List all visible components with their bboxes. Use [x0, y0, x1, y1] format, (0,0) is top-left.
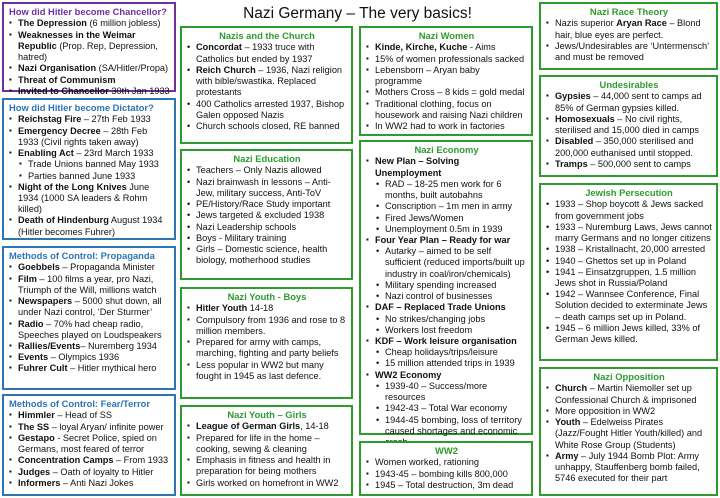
- sub-list-item: ▪ Trade Unions banned May 1933: [9, 159, 170, 170]
- item-bold-text: Informers: [18, 477, 61, 488]
- item-text: More opposition in WW2: [555, 405, 656, 416]
- item-bold-text: Newspapers: [18, 296, 73, 307]
- list-item: [366, 42, 527, 53]
- opposition-heading: Nazi Opposition: [593, 371, 665, 382]
- propaganda-box: [2, 246, 176, 390]
- youth-girls-heading: Nazi Youth – Girls: [227, 409, 307, 420]
- list-item: [187, 455, 347, 477]
- list-item: • Teachers – Only Nazis allowed: [187, 165, 347, 176]
- list-item: [9, 86, 170, 97]
- list-item: [187, 337, 347, 359]
- item-text: Emphasis in fitness and health in preparation for being mothers: [196, 455, 331, 477]
- list-item: ▪ 1943-45 – bombing kills 800,000: [366, 469, 527, 480]
- economy-sublist: [366, 179, 527, 235]
- item-text: Traditional clothing, focus on housework and raising Nazi children: [375, 98, 523, 120]
- economy-section-title: [366, 370, 527, 381]
- economy-section: [366, 336, 527, 347]
- list-item: • 1938 – Kristallnacht, 20,000 arrested: [546, 244, 712, 255]
- item-bold-text: The SS: [18, 421, 50, 432]
- item-bold-text: Reich Church: [196, 64, 256, 75]
- item-bold-text: Radio: [18, 318, 44, 329]
- item-bold-text: Gestapo: [18, 432, 55, 443]
- undesirables-list: [546, 91, 712, 170]
- education-box: [180, 149, 353, 280]
- church-box: [180, 26, 353, 144]
- item-text: Girls worked on homefront in WW2: [196, 477, 339, 488]
- item-text: – Propaganda Minister: [59, 262, 155, 273]
- list-item: [9, 262, 170, 273]
- enabling-act-sublist: [9, 159, 170, 181]
- jewish-box: [539, 183, 718, 361]
- item-text: Church schools closed, RE banned: [196, 121, 340, 131]
- list-item: [546, 417, 712, 451]
- propaganda-list: [9, 262, 170, 374]
- item-bold-text: Homosexuals: [555, 113, 615, 124]
- list-item: [187, 421, 347, 432]
- item-text: – Blond hair, blue eyes are perfect.: [555, 18, 701, 40]
- sub-list-item: • Conscription – 1m men in army: [366, 201, 527, 212]
- list-item: [9, 215, 170, 237]
- item-text: – 350,000 sterilised and 200,000 euthanised until stopped.: [555, 136, 694, 158]
- list-item: [187, 121, 347, 132]
- sub-list-item: • 15 million attended trips in 1939: [366, 358, 527, 369]
- chancellor-heading: How did Hitler become Chancellor?: [9, 6, 167, 17]
- item-text: Lebensborn – Aryan baby programme: [375, 64, 480, 87]
- sub-list-item: • Fired Jews/Women: [366, 213, 527, 224]
- list-item: • Girls – Domestic science, health biology, motherhood studies: [187, 244, 347, 266]
- item-bold-text: New Plan – Solving Unemployment: [375, 156, 460, 178]
- list-item: [187, 99, 347, 121]
- item-text: June 1934 (1000 SA leaders & Rohm killed): [18, 181, 150, 215]
- economy-section-title: [366, 302, 527, 313]
- jewish-list: [546, 199, 712, 345]
- item-text: – 500,000 sent to camps: [587, 158, 691, 169]
- list-item: ▪ 1945 – Total destruction, 3m dead: [366, 480, 527, 491]
- item-text: – 44,000 sent to camps ad 85% of German gypsies killed.: [555, 91, 702, 113]
- list-item: [9, 63, 170, 74]
- list-item: [9, 126, 170, 148]
- economy-section-title: [366, 235, 527, 246]
- item-bold-text: DAF – Replaced Trade Unions: [375, 302, 506, 313]
- item-bold-text: Emergency Decree: [18, 125, 101, 136]
- item-text: – Oath of loyalty to Hitler: [50, 466, 154, 477]
- terror-heading: Methods of Control: Fear/Terror: [9, 398, 150, 409]
- item-bold-text: Gypsies: [555, 91, 591, 102]
- chancellor-list: [9, 18, 170, 97]
- ww2-heading: WW2: [435, 445, 458, 456]
- women-box: [359, 26, 533, 136]
- list-item: [9, 467, 170, 478]
- item-text: 15% of women professionals sacked: [375, 53, 525, 64]
- economy-sublist: [366, 246, 527, 302]
- church-list: [187, 42, 347, 132]
- item-bold-text: Threat of Communism: [18, 74, 116, 85]
- item-bold-text: Weaknesses in the Weimar Republic: [18, 29, 136, 51]
- sub-list-item: • Nazi control of businesses: [366, 291, 527, 302]
- item-bold-text: Concordat: [196, 42, 242, 53]
- list-item: • 1942 – Wannsee Conference, Final Solution decided to exterminate Jews – death camps set up in Poland.: [546, 289, 712, 323]
- terror-list: [9, 410, 170, 489]
- item-text: August 1934 (Hitler becomes Fuhrer): [18, 215, 163, 237]
- item-text: 30th Jan 1933: [108, 85, 170, 96]
- item-bold-text: Church: [555, 383, 588, 394]
- economy-body: [366, 156, 527, 448]
- economy-section: [366, 156, 527, 178]
- item-text: – Nuremberg 1934: [80, 341, 157, 351]
- list-item: [546, 114, 712, 136]
- item-text: – loyal Aryan/ infinite power: [49, 421, 164, 432]
- item-text: – 70% had cheap radio, Speeches played on Loudspeakers: [18, 318, 162, 340]
- list-item: [546, 383, 712, 405]
- chancellor-box: [2, 2, 176, 96]
- item-text: Mothers Cross – 8 kids = gold medal: [375, 87, 525, 98]
- dictator-heading: How did Hitler become Dictator?: [9, 102, 154, 113]
- ww2-list: [366, 457, 527, 491]
- item-bold-text: Rallies/Events: [18, 341, 81, 351]
- item-bold-text: The Depression: [18, 18, 87, 29]
- sub-list-item: • Cheap holidays/trips/leisure: [366, 347, 527, 358]
- economy-sublist: [366, 314, 527, 336]
- list-item: [187, 433, 347, 455]
- item-bold-text: Aryan Race: [616, 18, 667, 29]
- propaganda-heading: Methods of Control: Propaganda: [9, 250, 155, 261]
- list-item: [9, 18, 170, 29]
- list-item: [187, 303, 347, 314]
- list-item: • Nazi brainwash in lessons – Anti-Jew, military success, Anti-ToV: [187, 177, 347, 199]
- item-text: – 23rd March 1933: [73, 148, 154, 159]
- list-item: [9, 319, 170, 341]
- sub-list-item: • Unemployment 0.5m in 1939: [366, 224, 527, 235]
- item-bold-text: Concentration Camps: [18, 455, 114, 466]
- list-item: [9, 114, 170, 125]
- item-bold-text: Goebbels: [18, 262, 60, 273]
- list-item: [9, 75, 170, 86]
- item-text: – 27th Feb 1933: [81, 114, 151, 125]
- economy-sublist: [366, 347, 527, 369]
- youth-girls-list: [187, 421, 347, 488]
- item-bold-text: Enabling Act: [18, 148, 74, 159]
- list-item: • Boys - Military training: [187, 233, 347, 244]
- list-item: [546, 159, 712, 170]
- item-bold-text: KDF – Work leisure organisation: [375, 335, 517, 346]
- item-text: – No civil rights, sterilised and 15,000 died in camps: [555, 113, 700, 136]
- economy-section-title: [366, 156, 527, 178]
- page-title: Nazi Germany – The very basics!: [243, 5, 472, 22]
- item-text: - Aims: [467, 42, 496, 53]
- list-item: [9, 363, 170, 374]
- item-bold-text: Youth: [555, 417, 581, 428]
- education-heading: Nazi Education: [233, 153, 301, 164]
- list-item: [546, 41, 712, 63]
- item-bold-text: Four Year Plan – Ready for war: [375, 235, 511, 245]
- item-text: Prepared for army with camps, marching, fighting and party beliefs: [196, 337, 339, 359]
- item-bold-text: Disabled: [555, 136, 594, 147]
- list-item: • Nazi Leadership schools: [187, 222, 347, 233]
- economy-section-title: [366, 336, 527, 347]
- list-item: [366, 87, 527, 98]
- list-item: • 1941 – Einsatzgruppen, 1.5 million Jews shot in Russia/Poland: [546, 267, 712, 289]
- sub-list-item: • 1939-40 – Success/more resources: [366, 381, 527, 403]
- sub-list-item: • Workers lost freedom: [366, 325, 527, 336]
- list-item: [187, 65, 347, 99]
- item-bold-text: Night of the Long Knives: [18, 181, 127, 192]
- list-item: [9, 352, 170, 363]
- item-text: 400 Catholics arrested 1937, Bishop Galen opposed Nazis: [196, 98, 345, 120]
- item-text: (SA/Hitler/Propa): [96, 63, 169, 74]
- list-item: [366, 99, 527, 121]
- list-item: [187, 478, 347, 489]
- item-text: – 5000 shut down, all under Nazi control, ‘Der Sturmer’: [18, 296, 162, 318]
- item-bold-text: Fuhrer Cult: [18, 363, 68, 374]
- sub-list-item: • 1944-45 bombing, loss of territory caused shortages and economic: [366, 415, 527, 449]
- race-heading: Nazi Race Theory: [589, 6, 669, 17]
- item-text: Less popular in WW2 but many fought in 1945 as last defence.: [196, 359, 324, 381]
- sub-list-item: • Military spending increased: [366, 280, 527, 291]
- item-text: - Secret Police, spied on Germans, most feared of terror: [18, 432, 157, 455]
- item-bold-text: Film: [18, 273, 37, 284]
- economy-heading: Nazi Economy: [414, 144, 479, 155]
- list-item: [187, 315, 347, 337]
- list-item: ▪ Women worked, rationing: [366, 457, 527, 468]
- item-text: – Hitler mythical hero: [67, 363, 157, 374]
- list-item: [546, 406, 712, 417]
- list-item: [9, 148, 170, 159]
- list-item: [9, 433, 170, 455]
- jewish-heading: Jewish Persecution: [585, 187, 673, 198]
- item-text: In WW2 had to work in factories: [375, 121, 505, 131]
- list-item: [366, 65, 527, 87]
- item-text: – 1936, Nazi religion with bible/swastika. Replaced protestants: [196, 64, 343, 98]
- list-item: • 1945 – 6 million Jews killed, 33% of German Jews killed.: [546, 323, 712, 345]
- sub-list-item: • No strikes/changing jobs: [366, 314, 527, 325]
- item-text: , 14-18: [300, 421, 329, 432]
- list-item: • 1933 – Shop boycott & Jews sacked from government jobs: [546, 199, 712, 221]
- women-heading: Nazi Women: [418, 30, 475, 41]
- list-item: [9, 274, 170, 296]
- item-bold-text: Tramps: [555, 158, 588, 169]
- list-item: [9, 341, 170, 352]
- list-item: [366, 54, 527, 65]
- church-heading: Nazis and the Church: [219, 30, 315, 41]
- youth-boys-list: [187, 303, 347, 382]
- list-item: [366, 121, 527, 132]
- list-item: [546, 451, 712, 485]
- item-bold-text: Invited to Chancellor: [18, 85, 109, 96]
- item-bold-text: Army: [555, 450, 579, 461]
- item-bold-text: Hitler Youth: [196, 303, 248, 314]
- item-text: (6 million jobless): [86, 18, 161, 29]
- item-text: (Prop. Rep, Depression, hatred): [18, 40, 158, 63]
- list-item: [9, 422, 170, 433]
- opposition-box: [539, 367, 718, 496]
- dictator-box: [2, 98, 176, 240]
- list-item: • PE/History/Race Study important: [187, 199, 347, 210]
- item-text: 14-18: [247, 303, 274, 314]
- item-text: – 100 films a year, pro Nazi, Triumph of the Will, millions watch: [18, 273, 157, 295]
- economy-box: [359, 140, 533, 435]
- economy-section: [366, 235, 527, 246]
- sub-list-item: ▪ Parties banned June 1933: [9, 171, 170, 182]
- race-list: [546, 18, 712, 63]
- list-item: [546, 18, 712, 40]
- item-bold-text: Events: [18, 352, 49, 363]
- list-item: [9, 30, 170, 64]
- education-list: [187, 165, 347, 266]
- economy-section: [366, 302, 527, 313]
- item-text: Jews/Undesirables are ‘Untermensch’ and must be removed: [555, 40, 709, 63]
- list-item: [187, 360, 347, 382]
- item-text: – Anti Nazi Jokes: [60, 477, 134, 488]
- youth-boys-heading: Nazi Youth - Boys: [227, 291, 307, 302]
- item-bold-text: Himmler: [18, 410, 55, 421]
- ww2-box: [359, 441, 533, 496]
- dictator-list: [9, 114, 170, 237]
- list-item: • 1933 – Nuremburg Laws, Jews cannot marry Germans and no longer citizens: [546, 222, 712, 244]
- item-text: – Martin Niemoller set up Confessional Church & imprisoned: [555, 383, 697, 405]
- undesirables-heading: Undesirables: [599, 79, 659, 90]
- opposition-list: [546, 383, 712, 484]
- list-item: [187, 42, 347, 64]
- list-item: [9, 455, 170, 466]
- item-bold-text: Reichstag Fire: [18, 114, 82, 125]
- women-list: [366, 42, 527, 132]
- item-bold-text: Kinde, Kirche, Kuche: [375, 42, 468, 53]
- item-text: – 28th Feb 1933 (Civil rights taken away): [18, 125, 148, 147]
- item-text: Prepared for life in the home – cooking, sewing & cleaning: [196, 432, 320, 454]
- undesirables-box: [539, 75, 718, 177]
- race-box: [539, 2, 718, 70]
- sub-list-item: • RAD – 18-25 men work for 6 months, built autobahns: [366, 179, 527, 201]
- item-text: – July 1944 Bomb Plot: Army unhappy, Stauffenberg bomb failed, 5746 executed for their part: [555, 450, 700, 484]
- economy-sublist: [366, 381, 527, 448]
- item-bold-text: Death of Hindenburg: [18, 215, 109, 226]
- item-bold-text: League of German Girls: [196, 421, 301, 432]
- economy-section: [366, 370, 527, 381]
- item-bold-text: Nazi Organisation: [18, 63, 97, 74]
- item-text: – From 1933: [113, 455, 169, 466]
- item-text: Nazis superior: [555, 18, 617, 29]
- list-item: [546, 136, 712, 158]
- list-item: [546, 91, 712, 113]
- item-text: – Head of SS: [54, 410, 112, 421]
- youth-girls-box: [180, 405, 353, 496]
- list-item: [9, 478, 170, 489]
- item-text: – Olympics 1936: [48, 352, 120, 363]
- youth-boys-box: [180, 287, 353, 399]
- list-item: • Jews targeted & excluded 1938: [187, 210, 347, 221]
- list-item: [9, 296, 170, 318]
- sub-list-item: • Autarky – aimed to be self sufficient (reduced imports/built up industry in coal/iron/chemicals): [366, 246, 527, 280]
- item-bold-text: WW2 Economy: [375, 369, 442, 380]
- item-text: – Edelweiss Pirates (Jazz/Fought Hitler Youth/killed) and White Rose Group (Students): [555, 417, 703, 450]
- item-text: Compulsory from 1936 and rose to 8 million members.: [196, 314, 346, 336]
- sub-list-item: • 1942-43 – Total War economy: [366, 403, 527, 414]
- list-item: [9, 182, 170, 216]
- list-item: • 1940 – Ghettos set up in Poland: [546, 256, 712, 267]
- list-item: [9, 410, 170, 421]
- terror-box: [2, 394, 176, 496]
- item-text: – 1933 truce with Catholics but ended by 1937: [196, 42, 315, 64]
- item-bold-text: Judges: [18, 466, 51, 477]
